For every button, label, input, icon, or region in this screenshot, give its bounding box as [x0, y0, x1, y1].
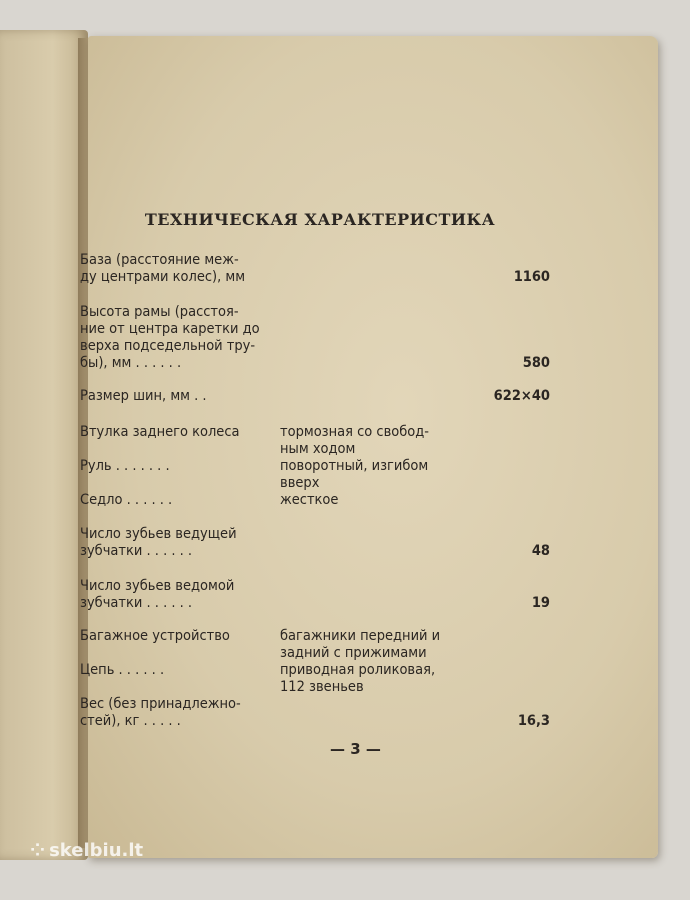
spec-value: 580 — [522, 355, 550, 371]
left-page-edge — [0, 30, 88, 860]
spec-label: База (расстояние меж- ду центрами колес), мм — [80, 252, 246, 285]
spec-label: Высота рамы (расстоя- ние от центра каретки до верха подседельной тру- бы), мм . . . . . . — [80, 304, 260, 371]
spec-desc: тормозная со свобод- ным ходом — [280, 424, 430, 457]
spec-label: Руль . . . . . . . — [80, 458, 170, 474]
spec-desc: поворотный, изгибом вверх — [280, 458, 429, 491]
watermark — [30, 840, 143, 861]
spec-value: 1160 — [513, 269, 550, 285]
spec-label: Число зубьев ведомой зубчатки . . . . . . — [80, 578, 235, 611]
spec-desc: багажники передний и задний с прижимами — [280, 628, 441, 661]
watermark-logo-icon: ⁘ — [30, 840, 44, 861]
watermark-text: skelbiu.lt — [49, 840, 144, 861]
spec-value: 622×40 — [493, 388, 550, 404]
page-number: — 3 — — [330, 740, 381, 758]
spec-label: Цепь . . . . . . — [80, 662, 165, 678]
page-title: ТЕХНИЧЕСКАЯ ХАРАКТЕРИСТИКА — [144, 210, 496, 229]
spec-value: 19 — [531, 595, 550, 611]
spec-label: Размер шин, мм . . — [80, 388, 207, 404]
spec-label: Втулка заднего колеса — [80, 424, 240, 440]
spec-label: Седло . . . . . . — [80, 492, 173, 508]
spec-label: Багажное устройство — [80, 628, 230, 644]
spec-desc: приводная роликовая, 112 звеньев — [280, 662, 436, 695]
spec-label: Число зубьев ведущей зубчатки . . . . . . — [80, 526, 237, 559]
spec-desc: жесткое — [280, 492, 339, 508]
spec-value: 48 — [531, 543, 550, 559]
spec-value: 16,3 — [517, 713, 550, 729]
spec-label: Вес (без принадлежно- стей), кг . . . . . — [80, 696, 241, 729]
